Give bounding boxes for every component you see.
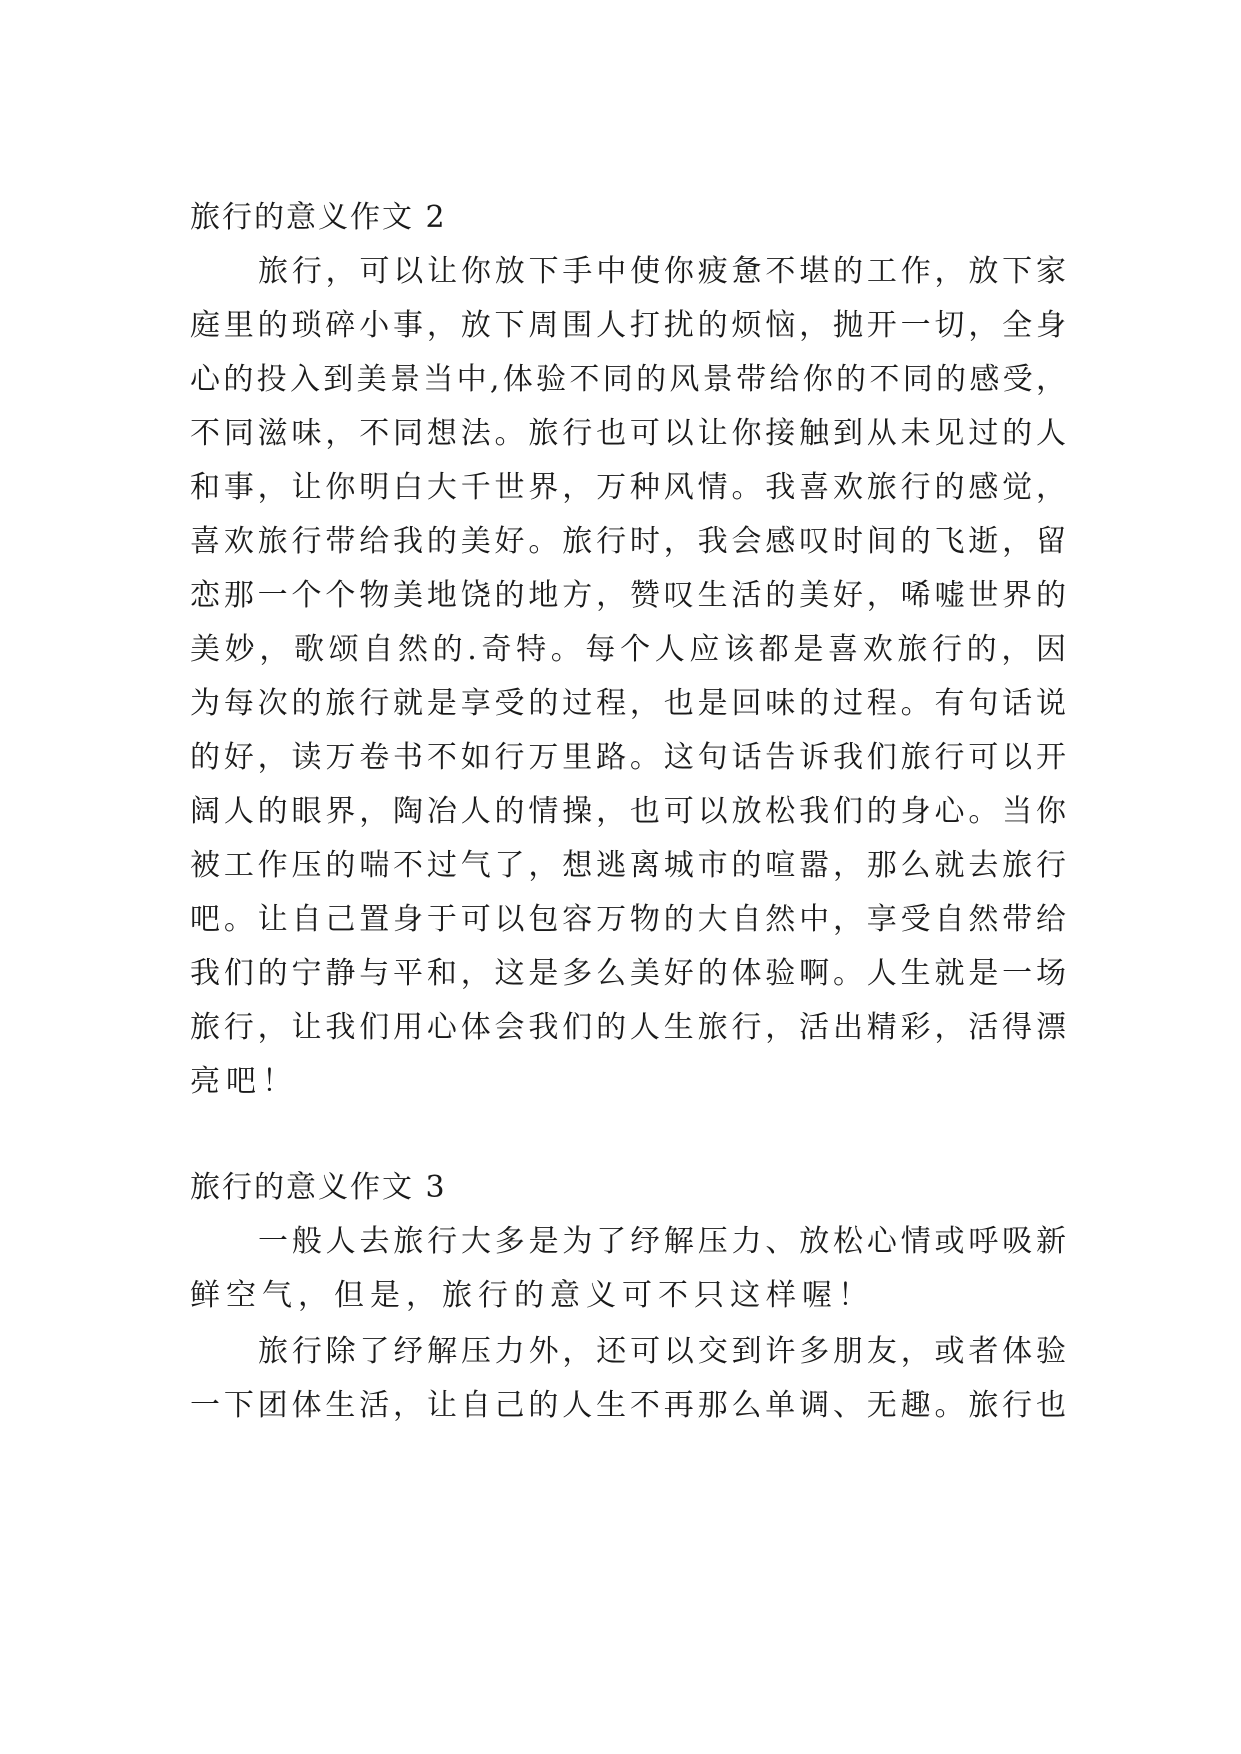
paragraph-line: 吧。让自己置身于可以包容万物的大自然中，享受自然带给 [190, 902, 1066, 937]
paragraph-line: 旅行，让我们用心体会我们的人生旅行，活出精彩，活得漂 [190, 1010, 1066, 1045]
paragraph-line: 一般人去旅行大多是为了纾解压力、放松心情或呼吸新 [258, 1224, 1066, 1259]
paragraph-line: 为每次的旅行就是享受的过程，也是回味的过程。有句话说 [190, 686, 1066, 721]
paragraph-line: 心的投入到美景当中,体验不同的风景带给你的不同的感受， [190, 362, 1066, 397]
paragraph-line: 喜欢旅行带给我的美好。旅行时，我会感叹时间的飞逝，留 [190, 524, 1066, 559]
paragraph-line: 美妙，歌颂自然的.奇特。每个人应该都是喜欢旅行的，因 [190, 632, 1066, 667]
paragraph-line: 旅行，可以让你放下手中使你疲惫不堪的工作，放下家 [258, 254, 1066, 289]
paragraph-line: 一下团体生活，让自己的人生不再那么单调、无趣。旅行也 [190, 1388, 1066, 1423]
paragraph-line: 我们的宁静与平和，这是多么美好的体验啊。人生就是一场 [190, 956, 1066, 991]
paragraph-line: 旅行除了纾解压力外，还可以交到许多朋友，或者体验 [258, 1334, 1066, 1369]
paragraph-line: 不同滋味，不同想法。旅行也可以让你接触到从未见过的人 [190, 416, 1066, 451]
paragraph-line: 鲜空气，但是，旅行的意义可不只这样喔！ [190, 1278, 874, 1313]
paragraph-line: 的好，读万卷书不如行万里路。这句话告诉我们旅行可以开 [190, 740, 1066, 775]
paragraph-line: 和事，让你明白大千世界，万种风情。我喜欢旅行的感觉， [190, 470, 1066, 505]
section-title: 旅行的意义作文 2 [190, 200, 447, 235]
paragraph-line: 亮吧！ [190, 1064, 298, 1099]
section-title: 旅行的意义作文 3 [190, 1170, 447, 1205]
paragraph-line: 被工作压的喘不过气了，想逃离城市的喧嚣，那么就去旅行 [190, 848, 1066, 883]
paragraph-line: 庭里的琐碎小事，放下周围人打扰的烦恼，抛开一切，全身 [190, 308, 1066, 343]
paragraph-line: 恋那一个个物美地饶的地方，赞叹生活的美好，唏嘘世界的 [190, 578, 1066, 613]
paragraph-line: 阔人的眼界，陶冶人的情操，也可以放松我们的身心。当你 [190, 794, 1066, 829]
